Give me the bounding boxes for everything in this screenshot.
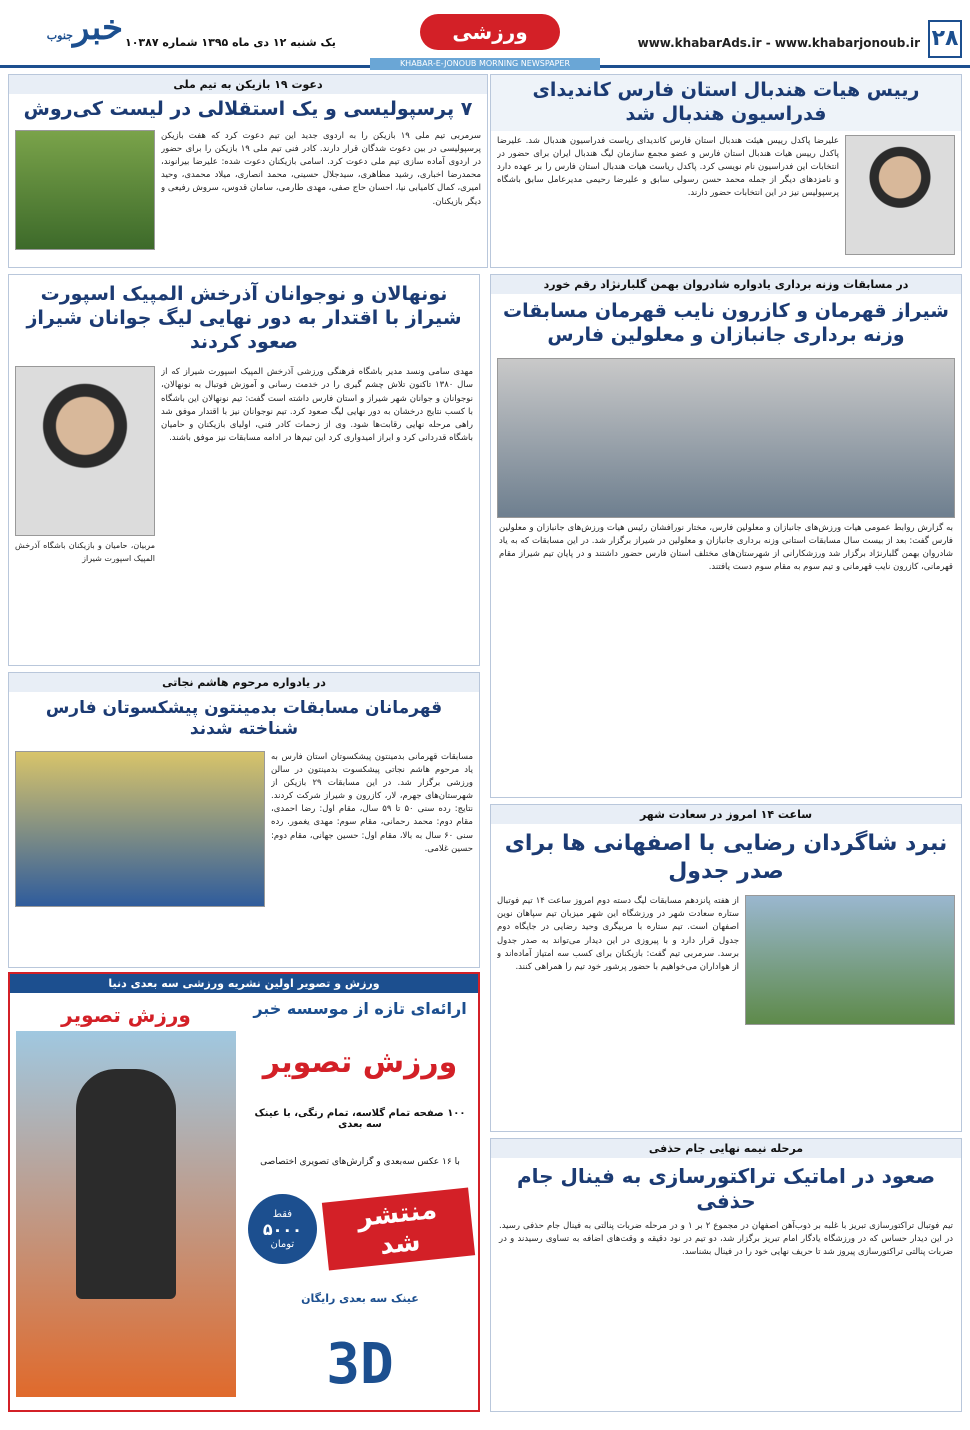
newspaper-logo: خبرجنوب [46,8,123,48]
article-football-league [490,804,962,1132]
article-title[interactable]: نونهالان و نوجوانان آذرخش المپیک اسپورت شیراز با اقتدار به دور نهایی لیگ جوانان شیراز صعود کردند [26,283,462,353]
magazine-cover [16,999,236,1397]
masthead [0,0,970,68]
ad-pages: ۱۰۰ صفحه تمام گلاسه، تمام رنگی، با عینک سه بعدی [254,1107,466,1130]
article-body: مهدی سامی ونسد مدیر باشگاه فرهنگی ورزشی آذرخش المپیک اسپورت شیراز که از سال ۱۳۸۰ تاکنون تلاش چشم گیری را در خدمت رسانی و آموزش فوتبال به نونهالان، نوجوانان و جوانان شهر شیراز و استان فارس داشته است گفت: تیم نونهالان این باشگاه با کسب نتایج درخشان به دور نهایی لیگ صعود کرد. تیم نوجوانان نیز با اقتدار موفق شد راهی مرحله نهایی رقابت‌ها شود. وی از زحمات کادر فنی، اولیای بازیکنان و حامیان باشگاه قدردانی کرد و ابراز امیدواری کرد این تیم‌ها در ادامه مسابقات نیز موفق باشند. [161,367,473,444]
article-body: از هفته پانزدهم مسابقات لیگ دسته دوم امروز ساعت ۱۴ تیم فوتبال ستاره سعادت شهر در ورزشگاه این شهر میزبان تیم سپاهان نوین اصفهان است. تیم ستاره با مربیگری وحید رضایی در جایگاه دوم جدول قرار دارد و با پیروزی در این دیدار می‌تواند به صدر جدول برسد. سرمربی تیم گفت: بازیکنان برای کسب سه امتیاز آماده‌اند و از هواداران می‌خواهیم با حضور پرشور خود تیم را همراهی کنند. [497,896,739,972]
article-title[interactable]: صعود در اماتیک تراکتورسازی به فینال جام حذفی [516,1164,936,1213]
badminton-group-photo [15,751,265,907]
english-strip: KHABAR-E-JONOUB MORNING NEWSPAPER [370,58,600,70]
ad-top-line: ورزش و تصویر اولین نشریه ورزشی سه بعدی دنیا [10,974,478,993]
ad-3d: 3D [326,1331,394,1397]
football-match-photo [745,895,955,1025]
article-kicker: در مسابقات وزنه برداری یادواره شادروان بهمن گلبارنژاد رقم خورد [491,275,961,294]
article-body: علیرضا پاکدل رییس هیئت هندبال استان فارس کاندیدای ریاست فدراسیون هندبال شد. علیرضا پاکدل رییس هیات هندبال استان فارس و عضو مجمع سازمان لیگ هندبال ایران برای حضور در انتخابات این فدراسیون نام نویسی کرد. پاکدل ریاست هیات هندبال استان فارس را بر عهده دارد و نامزدهای دیگر از جمله محمد حسن رسولی سابق و علیرضا رحیمی مدیرعامل سابق باشگاه پرسپولیس نیز در این انتخابات حضور دارند. [497,135,839,199]
cover-title: ورزش تصویر [16,999,236,1031]
article-body: سرمربی تیم ملی ۱۹ بازیکن را به اردوی جدید این تیم دعوت کرد که هفت بازیکن پرسپولیسی در بین دعوت شدگان قرار دارند. کادر فنی تیم ملی ۱۹ بازیکن را برای حضور در اردوی آماده سازی تیم ملی دعوت کرد. اسامی بازیکنان دعوت شده: علیرضا بیرانوند، محمدرضا اخباری، رشید مظاهری، سیدجلال حسینی، محمد انصاری، میلاد محمدی، وحید امیری، کمال کامیابی نیا، احسان حاج صفی، مهدی طارمی، سامان قدوس، سروش رفیعی و دیگر بازیکنان. [161,130,481,207]
article-body: به گزارش روابط عمومی هیات ورزش‌های جانبازان و معلولین فارس، مختار نورافشان رئیس هیات ورزش‌های جانبازان و معلولین فارس گفت: بعد از بیست سال مسابقات استانی وزنه برداری جانبازان و معلولین در شیراز برگزار شد. در این مسابقات که به یاد شادروان بهمن گلبارنژاد برگزار شد ورزشکارانی از شهرستان‌های مختلف استان فارس حضور داشتند و در پایان تیم شیراز مقام قهرمانی، کازرون نایب قهرمانی و تیم سوم به مقام سوم دست یافتند. [499,522,953,573]
ad-brand: ورزش تصویر [262,1045,458,1081]
article-body: تیم فوتبال تراکتورسازی تبریز با غلبه بر ذوب‌آهن اصفهان در مجموع ۲ بر ۱ و در مرحله ضربات پنالتی به فینال جام حذفی رسید. در این دیدار حساس که در ورزشگاه یادگار امام تبریز برگزار شد، دو تیم در نود دقیقه و وقت‌های اضافه به تساوی رسیدند و در ضربات پنالتی تراکتورسازی پیروز شد تا حریف نهایی خود را در فینال بشناسد. [499,1221,953,1258]
article-kicker: مرحله نیمه نهایی جام حذفی [491,1139,961,1158]
handball-president-photo [845,135,955,255]
article-title[interactable]: قهرمانان مسابقات بدمینتون پیشکسوتان فارس شناخته شدند [45,698,443,740]
article-youth-football [8,274,480,666]
price-badge: فقط ۵۰۰۰ تومان [248,1194,317,1264]
article-kicker: در یادواره مرحوم هاشم نجاتی [9,673,479,692]
team-players-photo [15,130,155,250]
article-badminton [8,672,480,968]
ad-published: منتشر شد [322,1188,476,1271]
page-number: ۲۸ [928,20,962,58]
article-kicker: دعوت ۱۹ بازیکن به تیم ملی [9,75,487,94]
magazine-advert[interactable] [8,972,480,1412]
site-url[interactable]: www.khabarAds.ir - www.khabarjonoub.ir [637,36,920,50]
issue-date: یک شنبه ۱۲ دی ماه ۱۳۹۵ شماره ۱۰۳۸۷ [125,36,336,49]
article-tractor [490,1138,962,1412]
weightlifting-group-photo [497,358,955,518]
article-body: مسابقات قهرمانی بدمینتون پیشکسوتان استان فارس به یاد مرحوم هاشم نجاتی پیشکسوت بدمینتون در سالن ورزشی برگزار شد. در این مسابقات ۲۹ بازیکن از شهرستان‌های جهرم، لار، کازرون و شیراز شرکت کردند. نتایج: رده سنی ۵۰ تا ۵۹ سال، مقام اول: رضا احمدی، مقام دوم: محمد رحمانی، مقام سوم: مهدی یغمور. رده سنی ۶۰ سال به بالا، مقام اول: حسین جهانی، مقام دوم: حسین غلامی. [271,751,473,854]
ad-extra: با ۱۶ عکس سه‌بعدی و گزارش‌های تصویری اختصاصی [260,1156,460,1167]
article-title[interactable]: رییس هیات هندبال استان فارس کاندیدای فدراسیون هندبال شد [491,75,961,131]
cover-person [76,1069,176,1299]
article-national-team [8,74,488,268]
article-title[interactable]: ۷ پرسپولیسی و یک استقلالی در لیست کی‌روش [23,98,473,120]
section-badge: ورزشی [420,14,560,50]
article-handball [490,74,962,268]
article-kicker: ساعت ۱۴ امروز در سعادت شهر [491,805,961,824]
club-manager-photo [15,366,155,536]
ad-glasses: عینک سه بعدی رایگان [301,1291,419,1305]
article-weightlifting [490,274,962,798]
article-title[interactable]: نبرد شاگردان رضایی با اصفهانی ها برای صدر جدول [504,831,948,884]
ad-subtitle: ارائه‌ای تازه از موسسه خبر [253,999,467,1018]
article-title[interactable]: شیراز قهرمان و کازرون نایب قهرمان مسابقات وزنه برداری جانبازان و معلولین فارس [503,300,949,346]
photo-caption: مربیان، حامیان و بازیکنان باشگاه آذرخش المپیک اسپورت شیراز [15,541,155,563]
